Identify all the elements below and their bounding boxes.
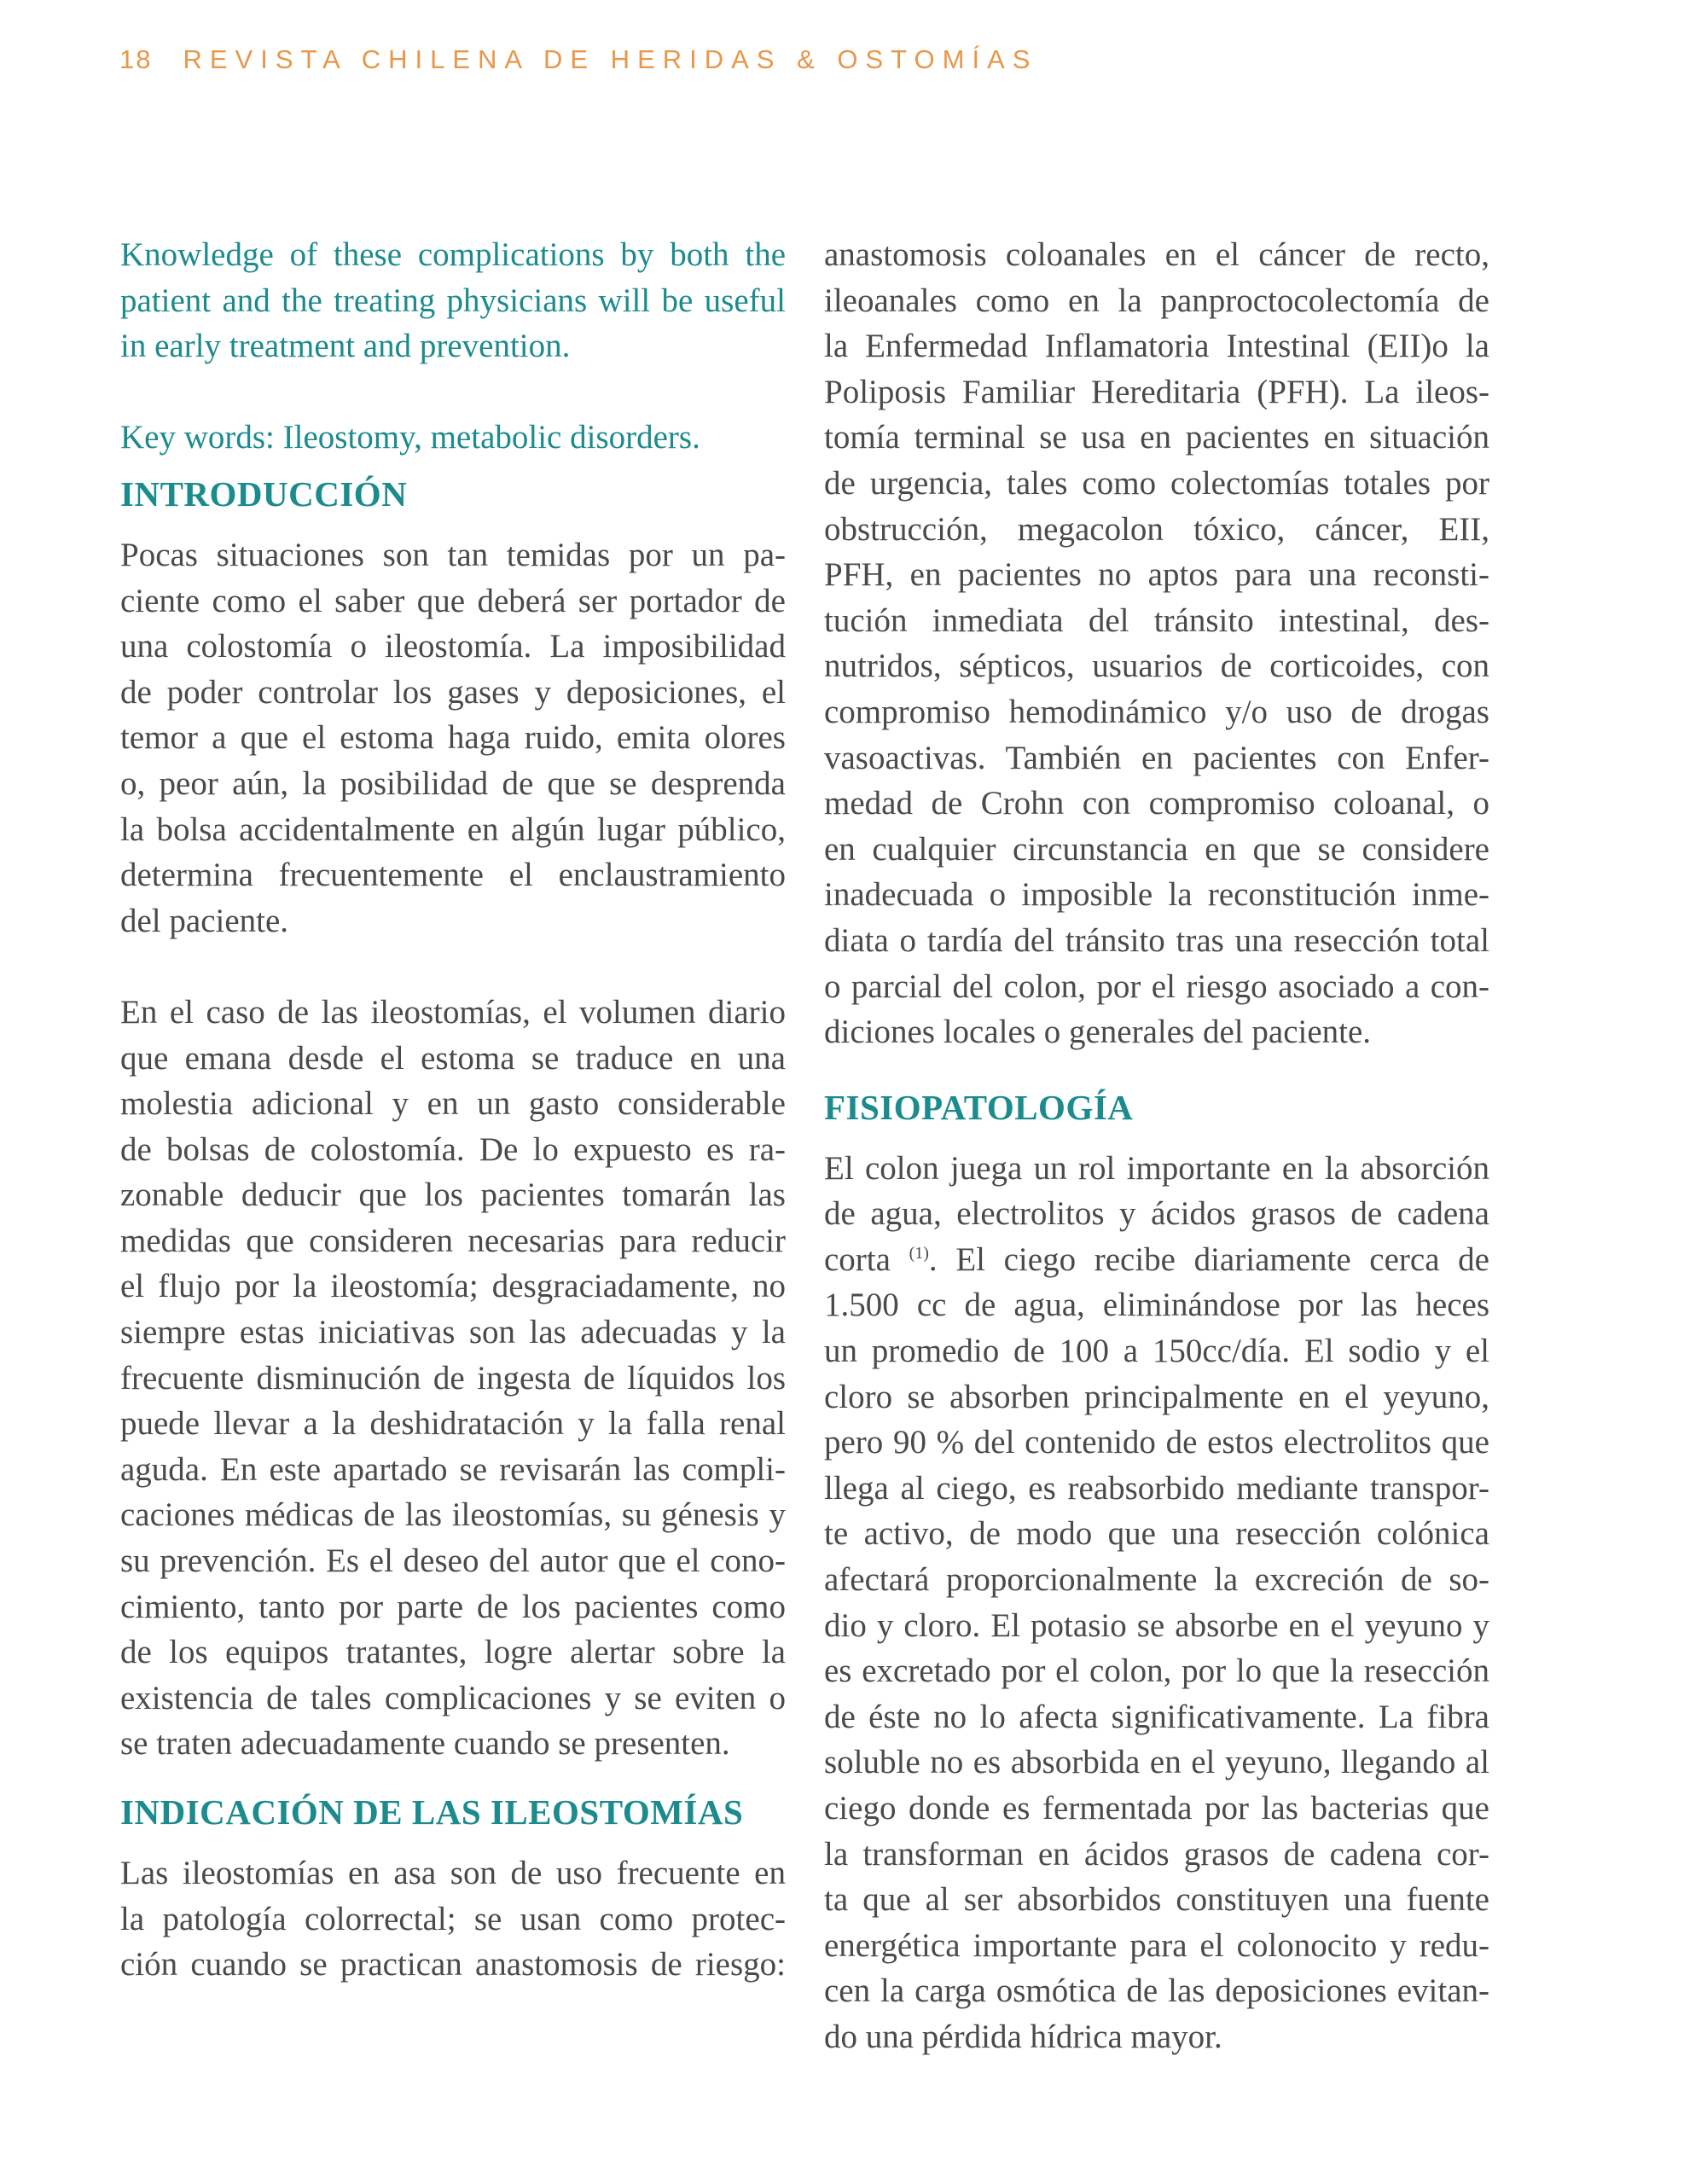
- paragraph-line: dio y cloro. El potasio se absorbe en el yeyuno y: [824, 1606, 1489, 1644]
- paragraph-line: nutridos, sépticos, usuarios de corticoides, con: [824, 648, 1489, 685]
- paragraph-line: temor a que el estoma haga ruido, emita olores: [120, 719, 786, 757]
- indication-paragraph: [120, 1850, 786, 1988]
- abstract-conclusion: [120, 232, 786, 369]
- paragraph-line: anastomosis coloanales en el cáncer de recto,: [824, 236, 1489, 273]
- paragraph-line: ciego donde es fermentada por las bacterias que: [824, 1790, 1489, 1827]
- paragraph-line: siempre estas iniciativas son las adecuadas y la: [120, 1314, 786, 1351]
- paragraph-line: cen la carga osmótica de las deposiciones evitan-: [824, 1972, 1489, 2010]
- paragraph-line: determina frecuentemente el enclaustramiento: [120, 857, 786, 894]
- indication-paragraph-continued: [824, 232, 1489, 1055]
- paragraph-line: tución inmediata del tránsito intestinal, des-: [824, 601, 1489, 639]
- paragraph-line: de poder controlar los gases y deposiciones, el: [120, 673, 786, 711]
- paragraph-line: puede llevar a la deshidratación y la falla renal: [120, 1405, 786, 1443]
- paragraph-line: ta que al ser absorbidos constituyen una fuente: [824, 1881, 1489, 1919]
- spacer: [120, 944, 786, 990]
- paragraph-line: obstrucción, megacolon tóxico, cáncer, EII,: [824, 510, 1489, 548]
- paragraph-line: una colostomía o ileostomía. La imposibilidad: [120, 628, 786, 665]
- paragraph-line: existencia de tales complicaciones y se eviten o: [120, 1679, 786, 1716]
- paragraph-line: del paciente.: [120, 902, 289, 939]
- paragraph-line: afectará proporcionalmente la excreción de so-: [824, 1561, 1489, 1599]
- paragraph-line: la bolsa accidentalmente en algún lugar público,: [120, 810, 786, 848]
- paragraph-line: un promedio de 100 a 150cc/día. El sodio y el: [824, 1333, 1489, 1370]
- paragraph-line: En el caso de las ileostomías, el volumen diario: [120, 993, 786, 1031]
- paragraph-line: aguda. En este apartado se revisarán las compli-: [120, 1450, 786, 1488]
- paragraph-line: 1.500 cc de agua, eliminándose por las heces: [824, 1287, 1489, 1324]
- paragraph-line: Las ileostomías en asa son de uso frecuente en: [120, 1855, 786, 1891]
- left-column: [120, 232, 786, 1988]
- section-heading-introduccion: INTRODUCCIÓN: [120, 473, 408, 514]
- citation-ref: (1): [909, 1243, 929, 1263]
- paragraph-line-with-citation: [824, 1237, 1489, 1283]
- paragraph-line: la Enfermedad Inflamatoria Intestinal (EII)o la: [824, 328, 1489, 365]
- journal-title: REVISTA CHILENA DE HERIDAS & OSTOMÍAS: [183, 44, 1038, 74]
- paragraph-line: de urgencia, tales como colectomías totales por: [824, 464, 1489, 502]
- paragraph-line: El colon juega un rol importante en la absorción: [824, 1149, 1489, 1187]
- keywords: Key words: Ileostomy, metabolic disorders.: [120, 419, 700, 456]
- paragraph-line: cloro se absorben principalmente en el yeyuno,: [824, 1378, 1489, 1415]
- paragraph-line: inadecuada o imposible la reconstitución inme-: [824, 876, 1489, 914]
- paragraph-line: o parcial del colon, por el riesgo asociado a con-: [824, 967, 1489, 1005]
- right-column: [824, 232, 1489, 2060]
- paragraph-line: do una pérdida hídrica mayor.: [824, 2018, 1222, 2055]
- paragraph-line: o, peor aún, la posibilidad de que se desprenda: [120, 764, 786, 802]
- section-heading-fisiopatologia: FISIOPATOLOGÍA: [824, 1087, 1134, 1127]
- paragraph-line: es excretado por el colon, por lo que la resección: [824, 1653, 1489, 1690]
- abstract-line: in early treatment and prevention.: [120, 328, 571, 365]
- paragraph-line: vasoactivas. También en pacientes con Enfer-: [824, 739, 1489, 776]
- physiopathology-paragraph: [824, 1146, 1489, 2060]
- paragraph-line: te activo, de modo que una resección colónica: [824, 1515, 1489, 1553]
- paragraph-line: energética importante para el colonocito y redu-: [824, 1926, 1489, 1964]
- intro-paragraph-1: [120, 532, 786, 944]
- paragraph-line: en cualquier circunstancia en que se considere: [824, 830, 1489, 868]
- paragraph-line: molestia adicional y en un gasto considerable: [120, 1085, 786, 1123]
- text: corta: [824, 1240, 909, 1278]
- paragraph-line: Pocas situaciones son tan temidas por un pa-: [120, 536, 786, 573]
- paragraph-line: se traten adecuadamente cuando se presenten.: [120, 1725, 730, 1763]
- paragraph-line: caciones médicas de las ileostomías, su génesis y: [120, 1496, 786, 1534]
- abstract-line: patient and the treating physicians will be useful: [120, 282, 786, 319]
- paragraph-line: llega al ciego, es reabsorbido mediante transpor-: [824, 1469, 1489, 1507]
- paragraph-line: el flujo por la ileostomía; desgraciadamente, no: [120, 1268, 786, 1305]
- paragraph-line: pero 90 % del contenido de estos electrolitos que: [824, 1424, 1489, 1461]
- paragraph-line: ción cuando se practican anastomosis de riesgo:: [120, 1946, 786, 1984]
- intro-paragraph-2: [120, 990, 786, 1767]
- text: . El ciego recibe diariamente cerca de: [928, 1240, 1489, 1278]
- paragraph-line: PFH, en pacientes no aptos para una reconsti-: [824, 556, 1489, 594]
- paragraph-line: compromiso hemodinámico y/o uso de drogas: [824, 693, 1489, 730]
- paragraph-line: que emana desde el estoma se traduce en una: [120, 1039, 786, 1077]
- paragraph-line: ciente como el saber que deberá ser portador de: [120, 582, 786, 619]
- paragraph-line: la transforman en ácidos grasos de cadena cor-: [824, 1835, 1489, 1873]
- spacer: [120, 369, 786, 415]
- paragraph-line: diata o tardía del tránsito tras una resección total: [824, 921, 1489, 959]
- page-number: 18: [119, 44, 153, 74]
- paragraph-line: Poliposis Familiar Hereditaria (PFH). La ileos-: [824, 373, 1489, 410]
- paragraph-line: cimiento, tanto por parte de los pacientes como: [120, 1588, 786, 1625]
- abstract-line: Knowledge of these complications by both the: [120, 236, 786, 273]
- paragraph-line: ileoanales como en la panproctocolectomía de: [824, 282, 1489, 319]
- paragraph-line: su prevención. Es el deseo del autor que el cono-: [120, 1542, 786, 1580]
- paragraph-line: diciones locales o generales del paciente.: [824, 1014, 1372, 1051]
- section-heading-indicacion: INDICACIÓN DE LAS ILEOSTOMÍAS: [120, 1792, 744, 1832]
- paragraph-line: medidas que consideren necesarias para reducir: [120, 1222, 786, 1259]
- paragraph-line: de bolsas de colostomía. De lo expuesto es ra-: [120, 1130, 786, 1168]
- running-header: [119, 44, 1037, 75]
- paragraph-line: zonable deducir que los pacientes tomarán las: [120, 1176, 786, 1214]
- paragraph-line: de agua, electrolitos y ácidos grasos de cadena: [824, 1195, 1489, 1233]
- paragraph-line: medad de Crohn con compromiso coloanal, o: [824, 785, 1489, 822]
- paragraph-line: tomía terminal se usa en pacientes en situación: [824, 419, 1489, 456]
- paragraph-line: de éste no lo afecta significativamente. La fibra: [824, 1698, 1489, 1735]
- paragraph-line: de los equipos tratantes, logre alertar sobre la: [120, 1634, 786, 1671]
- paragraph-line: frecuente disminución de ingesta de líquidos los: [120, 1359, 786, 1397]
- paragraph-line: la patología colorrectal; se usan como protec-: [120, 1900, 786, 1937]
- paragraph-line: soluble no es absorbida en el yeyuno, llegando al: [824, 1744, 1489, 1781]
